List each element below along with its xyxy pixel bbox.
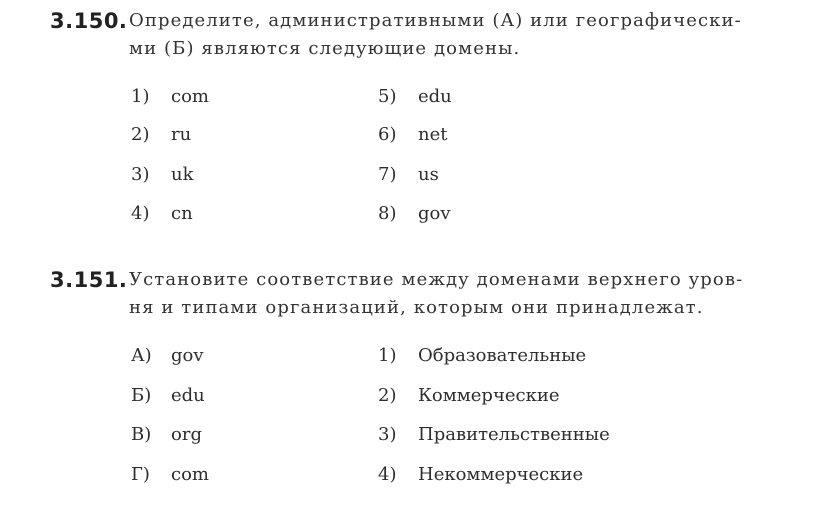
item-index: 6) bbox=[378, 124, 397, 145]
task-150-item-5 bbox=[378, 86, 452, 107]
item-index: Г) bbox=[131, 464, 150, 485]
item-label: edu bbox=[418, 86, 452, 107]
task-150-item-2 bbox=[131, 124, 191, 145]
item-label: edu bbox=[171, 385, 205, 406]
item-label: com bbox=[171, 464, 209, 485]
task-151-item-g bbox=[131, 464, 209, 485]
item-label: uk bbox=[171, 164, 194, 185]
task-151-item-v bbox=[131, 424, 202, 445]
item-label: ru bbox=[171, 124, 192, 145]
task-150-text-line1: Определите, административными (А) или географически- bbox=[129, 10, 742, 31]
item-label: com bbox=[171, 86, 209, 107]
task-150-item-1 bbox=[131, 86, 209, 107]
task-150-item-7 bbox=[378, 164, 439, 185]
item-label: Правительственные bbox=[418, 424, 610, 445]
item-index: 8) bbox=[378, 203, 397, 224]
task-151-item-2 bbox=[378, 385, 559, 406]
item-index: 4) bbox=[378, 464, 397, 485]
item-index: 3) bbox=[131, 164, 150, 185]
item-label: gov bbox=[418, 203, 451, 224]
task-150-text-line2: ми (Б) являются следующие домены. bbox=[129, 38, 521, 59]
task-150-item-8 bbox=[378, 203, 451, 224]
task-150-item-6 bbox=[378, 124, 447, 145]
task-151-item-a bbox=[131, 345, 204, 366]
item-index: А) bbox=[131, 345, 152, 366]
item-label: Коммерческие bbox=[418, 385, 560, 406]
item-label: Образовательные bbox=[418, 345, 587, 366]
item-label: org bbox=[171, 424, 202, 445]
item-index: 1) bbox=[378, 345, 397, 366]
item-label: us bbox=[418, 164, 439, 185]
task-150-item-3 bbox=[131, 164, 194, 185]
item-index: 7) bbox=[378, 164, 397, 185]
item-label: Некоммерческие bbox=[418, 464, 584, 485]
item-index: 2) bbox=[378, 385, 397, 406]
item-index: 2) bbox=[131, 124, 150, 145]
item-index: 3) bbox=[378, 424, 397, 445]
task-151-text-line1: Установите соответствие между доменами верхнего уров- bbox=[129, 269, 744, 290]
task-151-number: 3.151. bbox=[50, 268, 128, 292]
task-151-item-3 bbox=[378, 424, 610, 445]
item-index: 4) bbox=[131, 203, 150, 224]
task-150-number: 3.150. bbox=[50, 9, 128, 33]
item-index: 5) bbox=[378, 86, 397, 107]
item-label: net bbox=[418, 124, 448, 145]
item-index: Б) bbox=[131, 385, 152, 406]
task-151-item-b bbox=[131, 385, 205, 406]
item-index: В) bbox=[131, 424, 152, 445]
item-index: 1) bbox=[131, 86, 150, 107]
item-label: gov bbox=[171, 345, 204, 366]
task-151-text-line2: ня и типами организаций, которым они принадлежат. bbox=[129, 297, 704, 318]
item-label: cn bbox=[171, 203, 193, 224]
task-151-item-1 bbox=[378, 345, 586, 366]
task-150-item-4 bbox=[131, 203, 193, 224]
task-151-item-4 bbox=[378, 464, 583, 485]
